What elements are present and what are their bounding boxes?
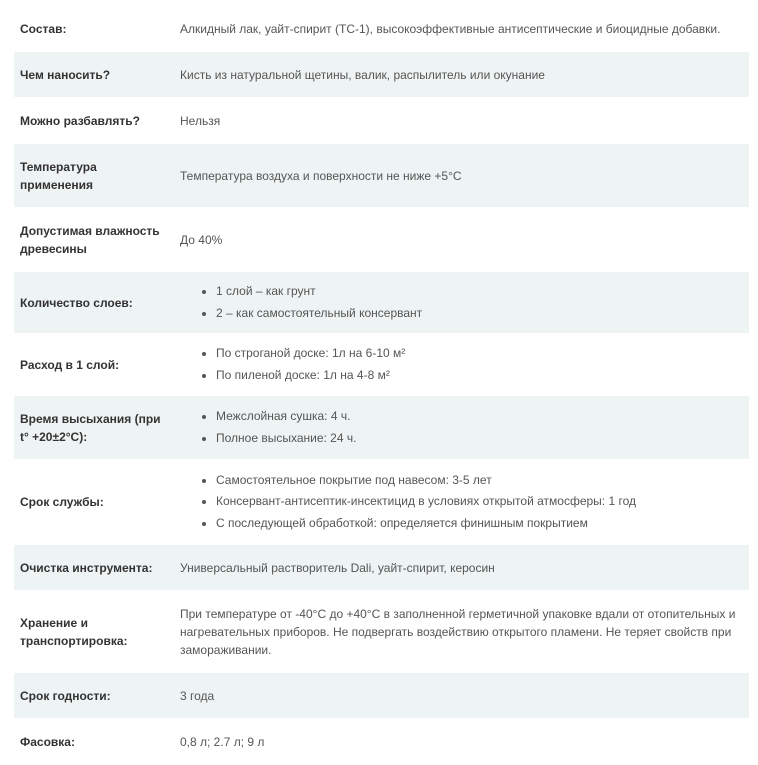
spec-row [14, 52, 749, 98]
spec-label: Время высыхания (при t° +20±2°С): [20, 411, 161, 444]
spec-label: Расход в 1 слой: [20, 357, 120, 372]
spec-label: Чем наносить? [20, 67, 111, 82]
spec-row [14, 591, 749, 673]
spec-label: Состав: [20, 21, 67, 36]
spec-list [180, 343, 737, 386]
spec-label: Фасовка: [20, 734, 75, 749]
list-item: • С последующей обработкой: определяется финишным покрытием [216, 513, 737, 535]
spec-value [175, 470, 749, 535]
spec-row [14, 719, 749, 765]
spec-label: Можно разбавлять? [20, 113, 140, 128]
spec-value [175, 281, 749, 324]
spec-row [14, 545, 749, 591]
spec-label: Температура применения [20, 159, 97, 192]
spec-label: Хранение и транспортировка: [20, 615, 128, 648]
spec-value: Универсальный растворитель Dali, уайт-спирит, керосин [180, 560, 495, 575]
spec-list [180, 281, 737, 324]
spec-row [14, 144, 749, 208]
spec-value: Нельзя [180, 113, 221, 128]
list-item: • Консервант-антисептик-инсектицид в условиях открытой атмосферы: 1 год [216, 491, 737, 513]
spec-row [14, 6, 749, 52]
spec-value: Алкидный лак, уайт-спирит (ТС-1), высокоэффективные антисептические и биоцидные добавки. [180, 21, 721, 36]
spec-row [14, 334, 749, 396]
spec-value: До 40% [180, 232, 223, 247]
spec-row [14, 98, 749, 144]
list-item: • Полное высыхание: 24 ч. [216, 428, 737, 450]
spec-label: Допустимая влажность древесины [20, 223, 160, 256]
spec-label: Срок годности: [20, 688, 111, 703]
list-item: • Самостоятельное покрытие под навесом: 3-5 лет [216, 470, 737, 492]
spec-row [14, 272, 749, 334]
spec-label: Количество слоев: [20, 295, 133, 310]
list-item: • Межслойная сушка: 4 ч. [216, 406, 737, 428]
spec-row [14, 460, 749, 545]
spec-value: Кисть из натуральной щетины, валик, распылитель или окунание [180, 67, 545, 82]
spec-row [14, 673, 749, 719]
spec-row [14, 208, 749, 272]
list-item: • По пиленой доске: 1л на 4-8 м² [216, 365, 737, 387]
spec-value [175, 343, 749, 386]
spec-value: При температуре от -40°С до +40°С в заполненной герметичной упаковке вдали от отопительных и нагревательных приборов. Не подвергать воздействию открытого пламени. Не теряет свойств при замораживании. [180, 606, 736, 657]
spec-value: Температура воздуха и поверхности не ниже +5°С [180, 168, 462, 183]
spec-table [14, 6, 749, 765]
list-item: • 1 слой – как грунт [216, 281, 737, 303]
spec-value: 0,8 л; 2.7 л; 9 л [180, 734, 265, 749]
spec-list [180, 406, 737, 449]
spec-label: Срок службы: [20, 495, 104, 509]
list-item: • 2 – как самостоятельный консервант [216, 303, 737, 325]
spec-label: Очистка инструмента: [20, 560, 153, 575]
spec-value [175, 406, 749, 449]
spec-row [14, 396, 749, 460]
spec-list [180, 470, 737, 535]
spec-value: 3 года [180, 688, 215, 703]
list-item: • По строганой доске: 1л на 6-10 м² [216, 343, 737, 365]
